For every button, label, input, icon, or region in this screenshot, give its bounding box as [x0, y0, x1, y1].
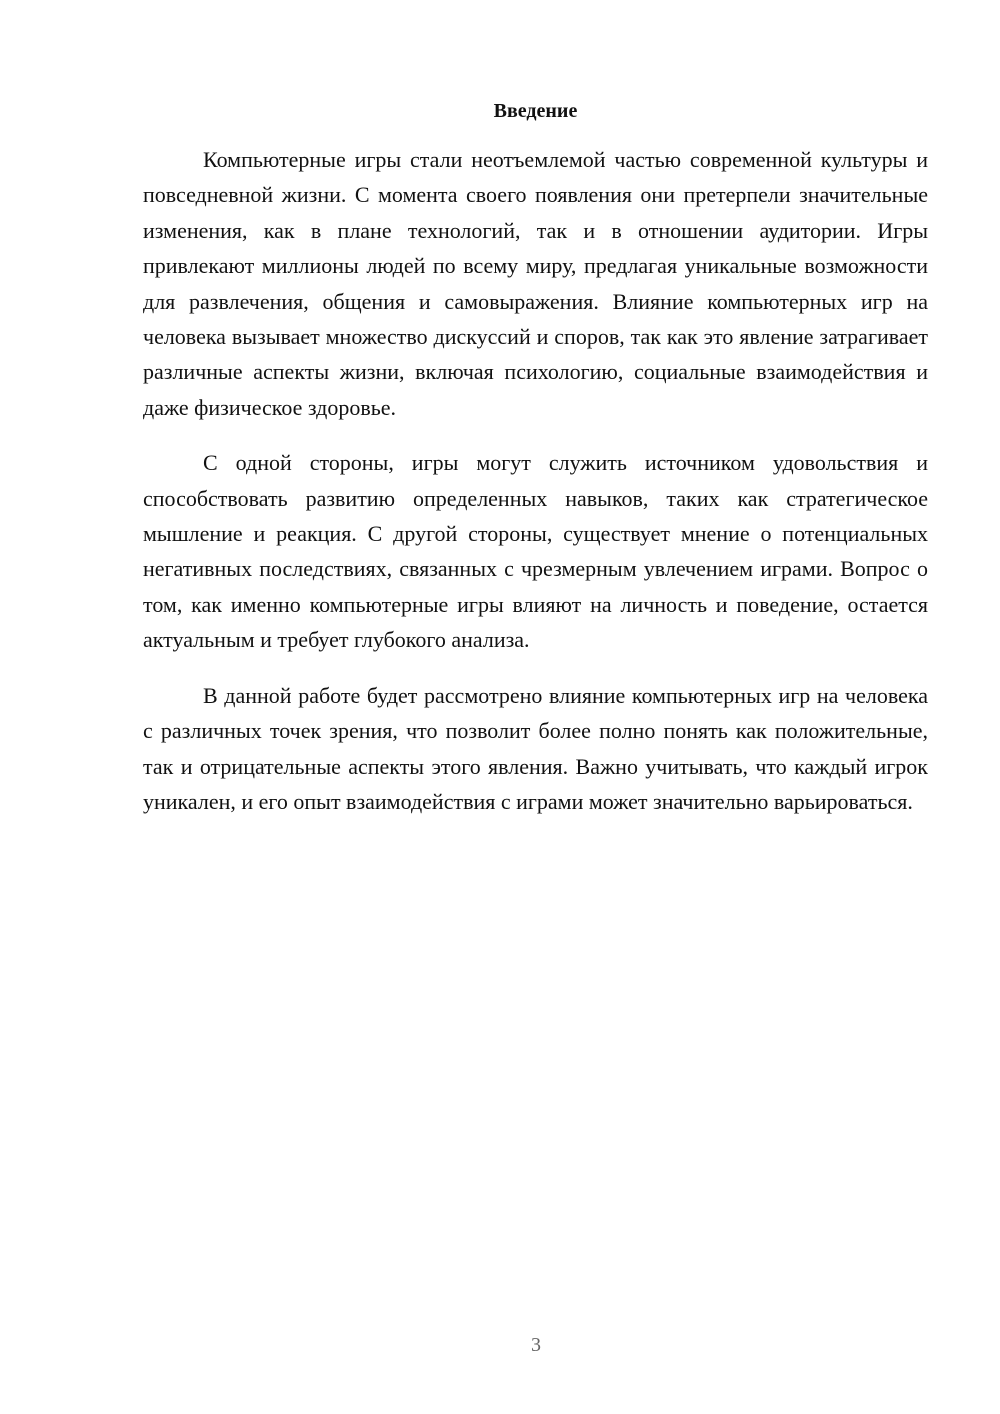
page-number: 3 [531, 1334, 541, 1356]
paragraph-2: С одной стороны, игры могут служить источником удовольствия и способствовать развитию определенных навыков, таких как стратегическое мышление и реакция. С другой стороны, существует мнение о потенциальных негативных последствиях, связанных с чрезмерным увлечением играми. Вопрос о том, как именно компьютерные игры влияют на личность и поведение, остается актуальным и требует глубокого анализа. [143, 450, 928, 653]
paragraph-1: Компьютерные игры стали неотъемлемой частью современной культуры и повседневной жизни. С момента своего появления они претерпели значительные изменения, как в плане технологий, так и в отношении аудитории. Игры привлекают миллионы людей по всему миру, предлагая уникальные возможности для развлечения, общения и самовыражения. Влияние компьютерных игр на человека вызывает множество дискуссий и споров, так как это явление затрагивает различные аспекты жизни, включая психологию, социальные взаимодействия и даже физическое здоровье. [143, 147, 928, 420]
page-title: Введение [493, 100, 578, 122]
body-text [143, 142, 928, 839]
paragraph-3: В данной работе будет рассмотрено влияние компьютерных игр на человека с различных точек зрения, что позволит более полно понять как положительные, так и отрицательные аспекты этого явления. Важно учитывать, что каждый игрок уникален, и его опыт взаимодействия с играми может значительно варьироваться. [143, 682, 928, 814]
